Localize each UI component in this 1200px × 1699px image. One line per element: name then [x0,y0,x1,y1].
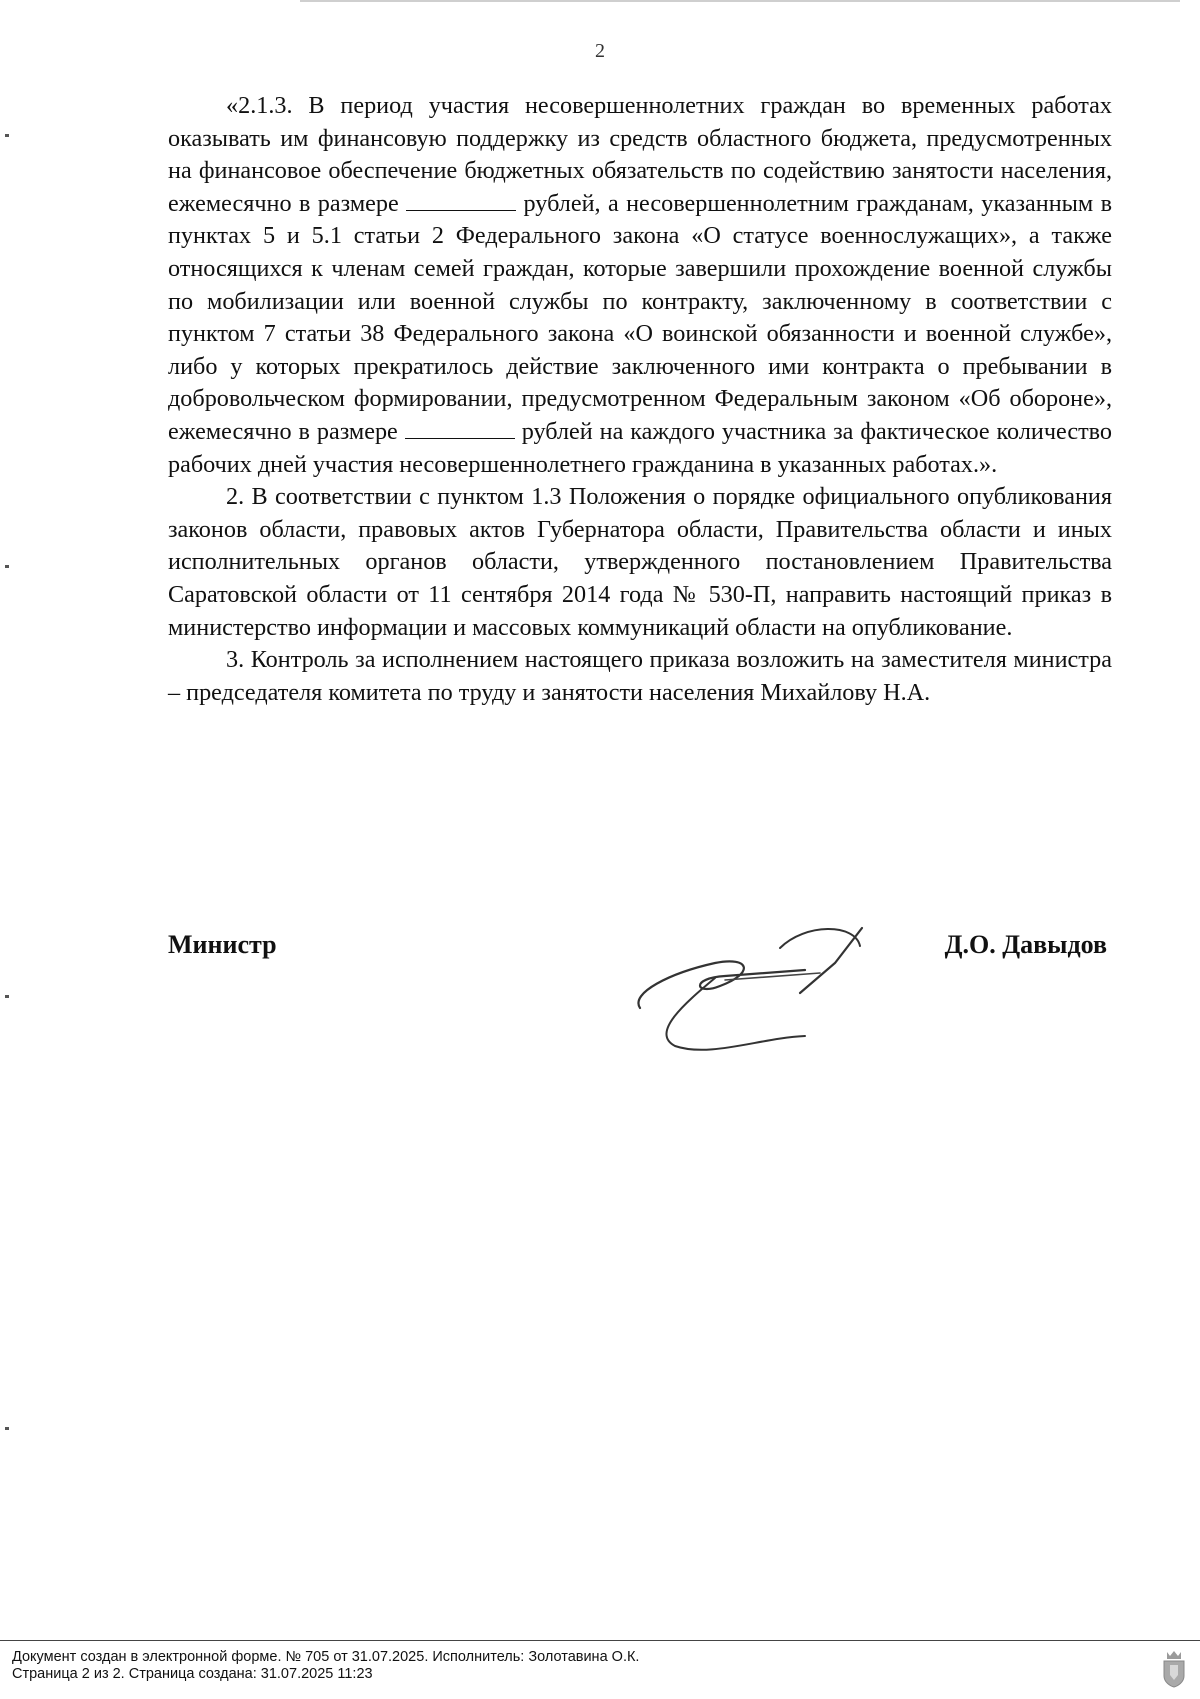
footer-document-info: Документ создан в электронной форме. № 705 от 31.07.2025. Исполнитель: Золотавина О.К. [12,1649,640,1665]
footer-text [12,1649,639,1683]
signature-block [168,930,1112,1070]
page-number: 2 [595,40,605,62]
margin-mark [5,134,9,137]
margin-mark [5,995,9,998]
amount-blank-field [406,192,516,211]
handwritten-signature [630,918,890,1058]
coat-of-arms-icon [1162,1650,1186,1688]
footer-bar [0,1640,1200,1699]
document-body [168,90,1112,709]
paragraph-text: рублей, а несовершеннолетним гражданам, указанным в пунктах 5 и 5.1 статьи 2 Федерального закона «О статусе военнослужащих», а также относящихся к членам семей граждан, которые завершили прохождение военной службы по мобилизации или военной службы по контракту, заключенному в соответствии с пунктом 7 статьи 38 Федерального закона «О воинской обязанности и военной службе», либо у которых прекратилось действие заключенного ими контракта о пребывании в добровольческом формировании, предусмотренном Федеральным законом «Об обороне», ежемесячно в размере [168,189,1113,445]
paragraph-2: 2. В соответствии с пунктом 1.3 Положения о порядке официального опубликования законов области, правовых актов Губернатора области, Правительства области и иных исполнительных органов области, утвержденного постановлением Правительства Саратовской области от 11 сентября 2014 года № 530-П, направить настоящий приказ в министерство информации и массовых коммуникаций области на опубликование. [168,483,1112,641]
paragraph-3: 3. Контроль за исполнением настоящего приказа возложить на заместителя министра – председателя комитета по труду и занятости населения Михайлову Н.А. [168,646,1112,706]
scan-edge [300,0,1180,2]
signer-title: Министр [168,930,277,959]
paragraph-2-1-3 [168,90,1112,481]
footer-page-info: Страница 2 из 2. Страница создана: 31.07.2025 11:23 [12,1666,373,1682]
amount-blank-field [405,420,515,439]
paragraph-text: «2.1.3. В период участия несовершеннолетних граждан во временных работах оказывать им финансовую поддержку из средств областного бюджета, предусмотренных на финансовое обеспечение бюджетных обязательств по содействию занятости населения, ежемесячно в размере [168,92,1112,217]
signer-name: Д.О. Давыдов [944,930,1107,959]
paragraph-text: рублей на каждого участника за фактическое количество рабочих дней участия несовершеннолетнего гражданина в указанных работах.». [168,417,1113,478]
margin-mark [5,1427,9,1430]
margin-mark [5,565,9,568]
